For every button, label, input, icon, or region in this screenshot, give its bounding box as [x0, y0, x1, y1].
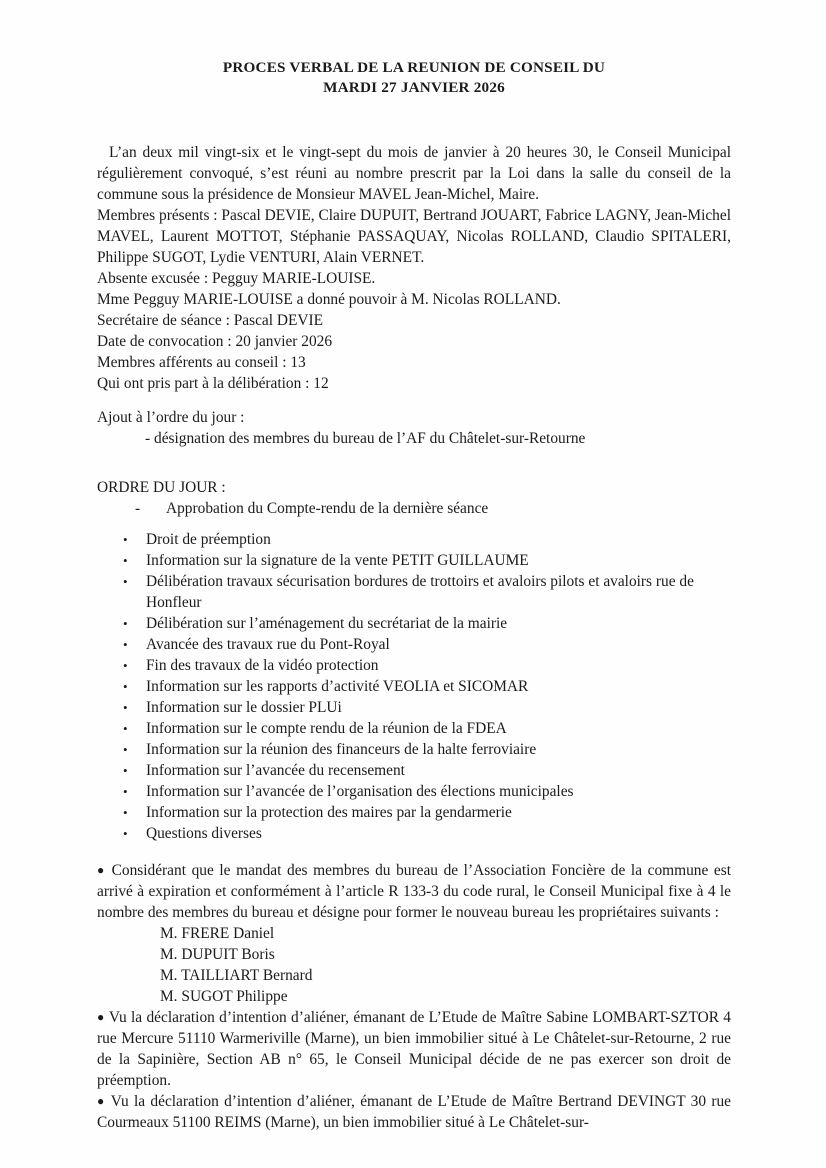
agenda-item-text: Délibération travaux sécurisation bordures de trottoirs et avaloirs pilots et avaloirs rue de Honfleur — [146, 573, 694, 611]
proxy-line: Mme Pegguy MARIE-LOUISE a donné pouvoir à M. Nicolas ROLLAND. — [97, 291, 561, 308]
bullet-icon: • — [123, 553, 128, 568]
bullet-icon: • — [123, 826, 128, 841]
bullet-icon: • — [123, 805, 128, 820]
secretary-line: Secrétaire de séance : Pascal DEVIE — [97, 312, 324, 329]
list-item — [97, 634, 731, 655]
list-item — [97, 529, 731, 550]
agenda-item-text: Information sur le compte rendu de la réunion de la FDEA — [146, 720, 507, 737]
agenda-item-text: Droit de préemption — [146, 531, 271, 548]
deliberation-bureau-af-text: Considérant que le mandat des membres du bureau de l’Association Foncière de la commune est arrivé à expiration et conformément à l’article R 133-3 du code rural, le Conseil Municipal fixe à 4 le nombre des membres du bureau et désigne pour former le nouveau bureau les propriétaires suivants : — [97, 862, 731, 921]
deliberation-count-line: Qui ont pris part à la délibération : 12 — [97, 375, 329, 392]
ordre-du-jour-first-item — [97, 498, 731, 519]
dash-marker: - — [135, 500, 141, 517]
agenda-item-text: Fin des travaux de la vidéo protection — [146, 657, 379, 674]
bullet-icon: • — [123, 679, 128, 694]
list-item — [97, 571, 731, 613]
list-item — [97, 655, 731, 676]
agenda-list — [97, 529, 731, 844]
agenda-addition-item-text: désignation des membres du bureau de l’AF du Châtelet-sur-Retourne — [154, 430, 586, 447]
agenda-item-text: Information sur la protection des maires par la gendarmerie — [146, 804, 512, 821]
agenda-item-text: Avancée des travaux rue du Pont-Royal — [146, 636, 390, 653]
session-opening-paragraph: L’an deux mil vingt-six et le vingt-sept du mois de janvier à 20 heures 30, le Conseil Municipal régulièrement convoqué, s’est réuni au nombre prescrit par la Loi dans la salle du conseil de la commune sous la présidence de Monsieur MAVEL Jean-Michel, Maire. — [97, 144, 731, 203]
bureau-member: M. TAILLIART Bernard — [160, 967, 313, 984]
bullet-dot-icon: ● — [97, 1094, 106, 1108]
agenda-item-text: Questions diverses — [146, 825, 262, 842]
bullet-icon: • — [123, 637, 128, 652]
convocation-date-line: Date de convocation : 20 janvier 2026 — [97, 333, 333, 350]
list-item — [97, 760, 731, 781]
agenda-addition-item — [97, 428, 731, 449]
document-title — [97, 58, 731, 98]
bullet-dot-icon: ● — [97, 863, 106, 877]
bureau-member: M. DUPUIT Boris — [160, 946, 275, 963]
title-line-1: PROCES VERBAL DE LA REUNION DE CONSEIL DU — [222, 59, 606, 76]
agenda-item-text: Information sur la réunion des financeurs de la halte ferroviaire — [146, 741, 537, 758]
agenda-item-text: Information sur la signature de la vente PETIT GUILLAUME — [146, 552, 529, 569]
bullet-icon: • — [123, 616, 128, 631]
dash-marker: - — [145, 430, 151, 447]
list-item — [97, 739, 731, 760]
deliberation-preemption-2 — [97, 1091, 731, 1133]
list-item — [97, 676, 731, 697]
agenda-item-text: Information sur le dossier PLUi — [146, 699, 342, 716]
deliberation-bureau-af — [97, 860, 731, 923]
agenda-item-text: Information sur les rapports d’activité VEOLIA et SICOMAR — [146, 678, 529, 695]
bullet-icon: • — [123, 721, 128, 736]
agenda-addition-heading: Ajout à l’ordre du jour : — [97, 409, 245, 426]
list-item — [97, 718, 731, 739]
deliberation-preemption-2-text: Vu la déclaration d’intention d’aliéner, émanant de L’Etude de Maître Bertrand DEVINGT 30 rue Courmeaux 51100 REIMS (Marne), un bien immobilier situé à Le Châtelet-sur- — [97, 1093, 732, 1131]
list-item — [97, 613, 731, 634]
members-present-paragraph: Membres présents : Pascal DEVIE, Claire DUPUIT, Bertrand JOUART, Fabrice LAGNY, Jean-Michel MAVEL, Laurent MOTTOT, Stéphanie PASSAQUAY, Nicolas ROLLAND, Claudio SPITALERI, Philippe SUGOT, Lydie VENTURI, Alain VERNET. — [97, 207, 731, 266]
bullet-icon: • — [123, 763, 128, 778]
bullet-dot-icon: ● — [97, 1010, 105, 1024]
bullet-icon: • — [123, 700, 128, 715]
bureau-member: M. FRERE Daniel — [160, 925, 275, 942]
bullet-icon: • — [123, 574, 128, 589]
agenda-item-text: Information sur l’avancée du recensement — [146, 762, 405, 779]
document-body — [97, 142, 731, 1133]
bullet-icon: • — [123, 658, 128, 673]
deliberation-preemption-1 — [97, 1007, 731, 1091]
council-members-count-line: Membres afférents au conseil : 13 — [97, 354, 306, 371]
list-item — [97, 697, 731, 718]
bullet-icon: • — [123, 784, 128, 799]
ordre-du-jour-heading: ORDRE DU JOUR : — [97, 479, 226, 496]
agenda-item-text: Information sur l’avancée de l’organisation des élections municipales — [146, 783, 574, 800]
list-item — [97, 823, 731, 844]
list-item — [97, 781, 731, 802]
bullet-icon: • — [123, 532, 128, 547]
bureau-member: M. SUGOT Philippe — [160, 988, 288, 1005]
list-item — [97, 550, 731, 571]
list-item — [97, 802, 731, 823]
absent-excused-line: Absente excusée : Pegguy MARIE-LOUISE. — [97, 270, 376, 287]
ordre-du-jour-first-item-text: Approbation du Compte-rendu de la dernière séance — [166, 500, 489, 517]
deliberation-preemption-1-text: Vu la déclaration d’intention d’aliéner, émanant de L’Etude de Maître Sabine LOMBART-SZTOR 4 rue Mercure 51110 Warmeriville (Marne), un bien immobilier situé à Le Châtelet-sur-Retourne, 2 rue de la Sapinière, Section AB n° 65, le Conseil Municipal décide de ne pas exercer son droit de préemption. — [97, 1009, 731, 1089]
agenda-item-text: Délibération sur l’aménagement du secrétariat de la mairie — [146, 615, 508, 632]
title-line-2: MARDI 27 JANVIER 2026 — [323, 79, 505, 96]
bullet-icon: • — [123, 742, 128, 757]
